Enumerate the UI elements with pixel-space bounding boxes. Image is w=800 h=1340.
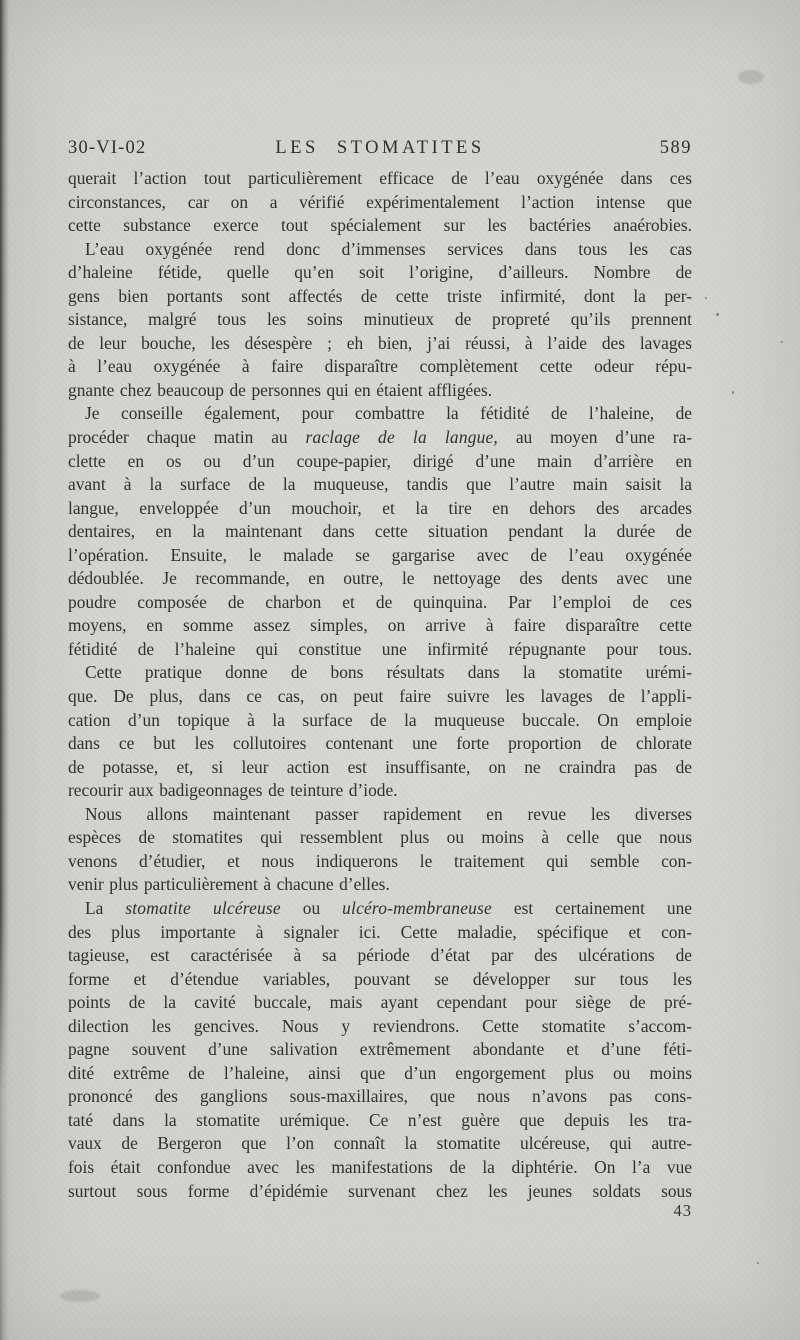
text-line: dans ce but les collutoires contenant une forte proportion de chlorate xyxy=(68,733,692,754)
text-line: forme et d’étendue variables, pouvant se développer sur tous les xyxy=(68,968,692,989)
text-line: de leur bouche, les désespère ; eh bien, j’ai réussi, à l’aide des lavages xyxy=(68,332,692,353)
text-line: que. De plus, dans ce cas, on peut faire suivre les lavages de l’appli- xyxy=(68,686,692,707)
text-line: cation d’un topique à la surface de la muqueuse buccale. On emploie xyxy=(68,709,692,730)
text-line: querait l’action tout particulièrement efficace de l’eau oxygénée dans ces xyxy=(68,168,692,188)
paper-speck xyxy=(705,297,707,299)
text-line: procéder chaque matin au raclage de la langue, au moyen d’une ra- xyxy=(68,427,692,448)
text-line: points de la cavité buccale, mais ayant cependant pour siège de pré- xyxy=(68,992,692,1013)
text-line: espèces de stomatites qui ressemblent plus ou moins à celle que nous xyxy=(68,827,692,848)
paper-speck xyxy=(732,391,734,394)
text-line: poudre composée de charbon et de quinquina. Par l’emploi de ces xyxy=(68,591,692,612)
text-line: dentaires, en la maintenant dans cette situation pendant la durée de xyxy=(68,521,692,542)
text-line: pagne souvent d’une salivation extrêmement abondante et d’une féti- xyxy=(68,1039,692,1060)
text-line: d’haleine fétide, quelle qu’en soit l’origine, d’ailleurs. Nombre de xyxy=(68,262,692,283)
page-body xyxy=(68,167,692,1203)
text-line: à l’eau oxygénée à faire disparaître complètement cette odeur répu- xyxy=(68,356,692,377)
text-line: Cette pratique donne de bons résultats dans la stomatite urémi- xyxy=(85,662,692,683)
text-line: surtout sous forme d’épidémie survenant chez les jeunes soldats sous xyxy=(68,1180,692,1201)
text-line: La stomatite ulcéreuse ou ulcéro-membraneuse est certainement une xyxy=(85,897,693,918)
running-header xyxy=(68,138,692,164)
text-line: fétidité de l’haleine qui constitue une infirmité répugnante pour tous. xyxy=(68,638,692,659)
text-line: avant à la surface de la muqueuse, tandis que l’autre main saisit la xyxy=(68,474,692,495)
paper-smudge xyxy=(738,70,764,84)
text-line: sistance, malgré tous les soins minutieux de propreté qu’ils prennent xyxy=(68,309,692,330)
text-line: fois était confondue avec les manifestations de la diphtérie. On l’a vue xyxy=(68,1156,692,1177)
text-line: recourir aux badigeonnages de teinture d’iode. xyxy=(68,780,398,801)
paper-speck xyxy=(781,341,783,343)
text-line: gens bien portants sont affectés de cette triste infirmité, dont la per- xyxy=(68,285,692,306)
signature-mark: 43 xyxy=(673,1201,692,1220)
text-line: venir plus particulièrement à chacune d’elles. xyxy=(68,874,390,895)
text-line: dité extrême de l’haleine, ainsi que d’un engorgement plus ou moins xyxy=(68,1062,692,1083)
text-line: cette substance exerce tout spécialement sur les bactéries anaérobies. xyxy=(68,215,692,236)
text-line: circonstances, car on a vérifié expérimentalement l’action intense que xyxy=(68,191,692,212)
text-line: gnante chez beaucoup de personnes qui en étaient affligées. xyxy=(68,379,493,400)
text-line: Nous allons maintenant passer rapidement en revue les diverses xyxy=(85,803,692,824)
paper-speck xyxy=(716,313,719,316)
text-line: Je conseille également, pour combattre la fétidité de l’haleine, de xyxy=(85,403,692,424)
text-line: vaux de Bergeron que l’on connaît la stomatite ulcéreuse, qui autre- xyxy=(68,1133,692,1154)
text-line: des plus importante à signaler ici. Cette maladie, spécifique et con- xyxy=(68,921,692,942)
text-line: prononcé des ganglions sous-maxillaires, que nous n’avons pas cons- xyxy=(68,1086,692,1107)
text-line: taté dans la stomatite urémique. Ce n’est guère que depuis les tra- xyxy=(68,1109,692,1130)
text-line: dédoublée. Je recommande, en outre, le nettoyage des dents avec une xyxy=(68,568,692,589)
text-line: l’opération. Ensuite, le malade se gargarise avec de l’eau oxygénée xyxy=(68,544,692,565)
header-running-title: LES STOMATITES xyxy=(275,138,485,158)
paper-speck xyxy=(757,1262,759,1264)
text-line: venons d’étudier, et nous indiquerons le traitement qui semble con- xyxy=(68,850,692,871)
text-line: L’eau oxygénée rend donc d’immenses services dans tous les cas xyxy=(85,238,692,259)
binding-shadow xyxy=(0,0,9,1340)
paper-smudge xyxy=(60,1290,100,1302)
header-date-mark: 30-VI-02 xyxy=(68,138,147,158)
text-line: dilection les gencives. Nous y reviendrons. Cette stomatite s’accom- xyxy=(68,1015,692,1036)
header-page-number: 589 xyxy=(659,138,692,158)
text-line: langue, enveloppée d’un mouchoir, et la tire en dehors des arcades xyxy=(68,497,692,518)
text-line: de potasse, et, si leur action est insuffisante, on ne craindra pas de xyxy=(68,756,692,777)
text-line: tagieuse, est caractérisée à sa période d’état par des ulcérations de xyxy=(68,945,692,966)
text-line: moyens, en somme assez simples, on arrive à faire disparaître cette xyxy=(68,615,692,636)
text-line: clette en os ou d’un coupe-papier, dirigé d’une main d’arrière en xyxy=(68,450,692,471)
